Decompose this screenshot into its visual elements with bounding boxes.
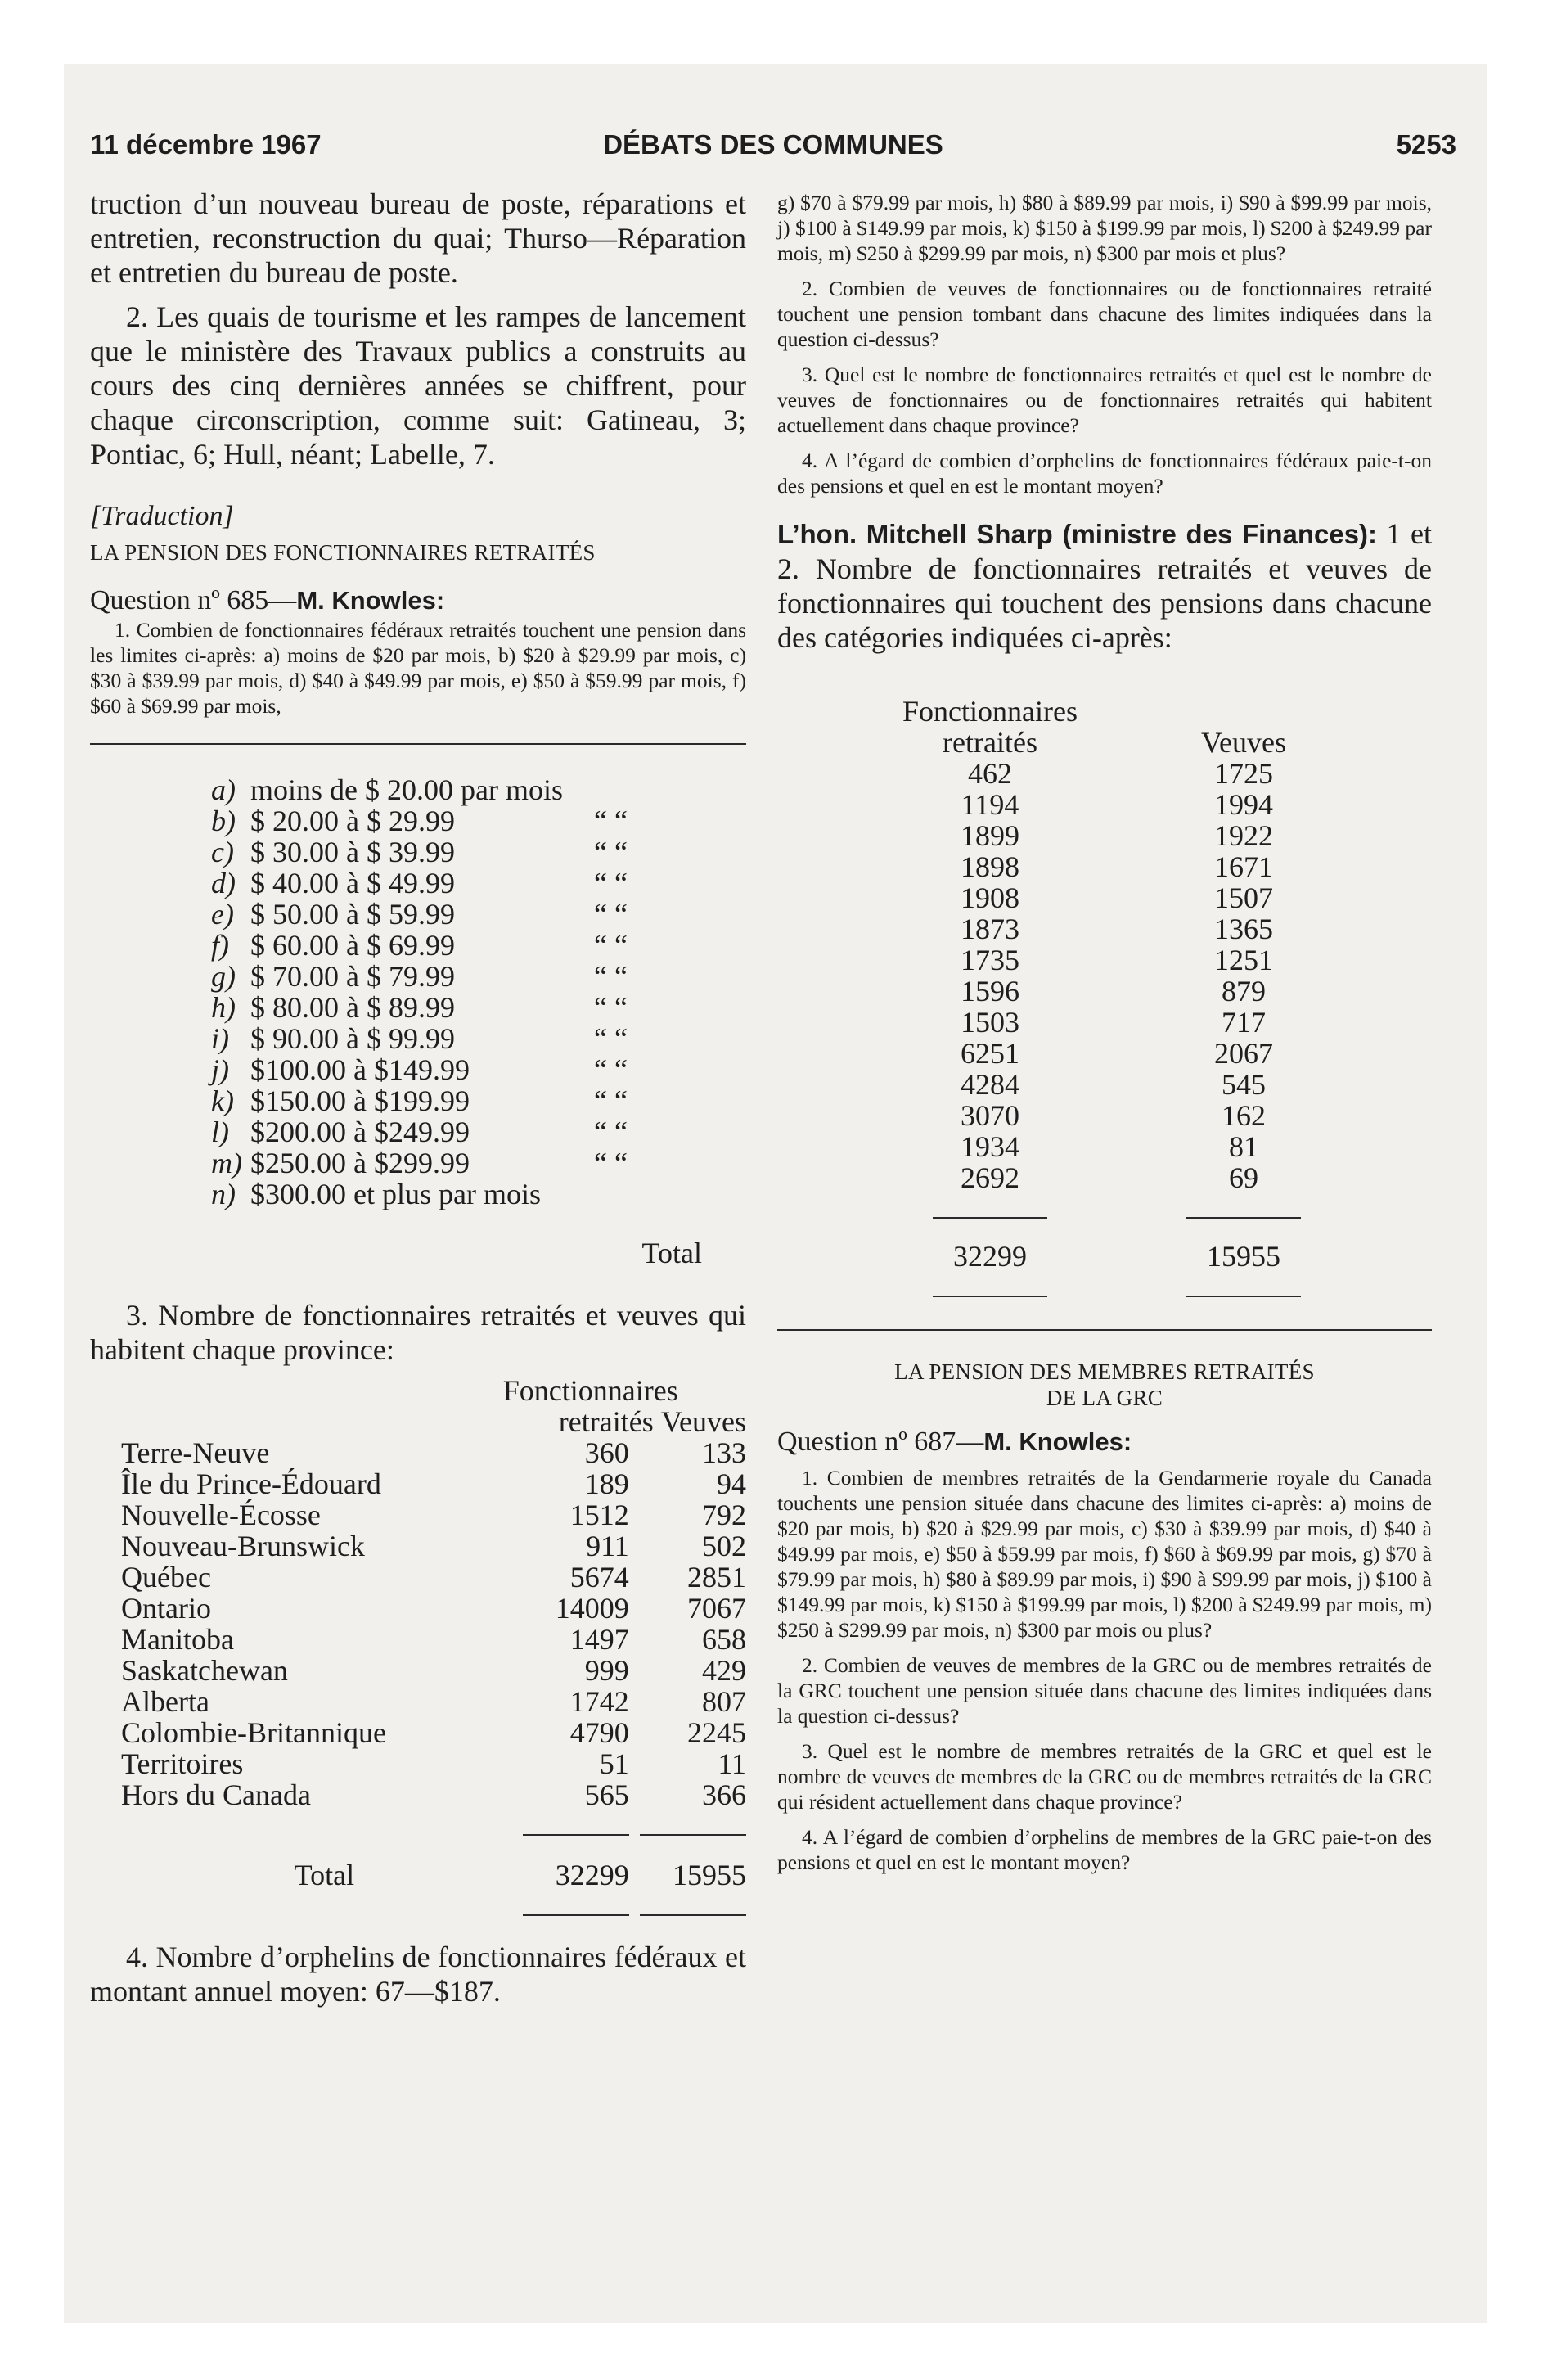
province-fonctionnaires: 1497: [569, 1623, 629, 1656]
right-column: [777, 190, 1432, 1875]
range-ditto: “ “: [594, 1116, 628, 1148]
province-veuves: 2851: [687, 1561, 746, 1593]
range-ditto: “ “: [594, 898, 628, 931]
range-amount: $ 60.00 à $ 69.99: [250, 929, 455, 962]
range-amount: $100.00 à $149.99: [250, 1053, 470, 1086]
range-amount: $300.00 et plus par mois: [250, 1178, 541, 1210]
pension-row: [851, 1131, 1358, 1162]
province-row: [121, 1562, 746, 1593]
question-prefix: Question nº 685—: [90, 585, 297, 615]
pension-fonctionnaires: 1873: [961, 913, 1019, 945]
range-row: [211, 1116, 628, 1147]
province-name: Alberta: [121, 1685, 209, 1718]
range-letter: n): [211, 1178, 236, 1210]
pension-fonctionnaires: 1898: [961, 850, 1019, 883]
range-row: [211, 930, 628, 961]
province-fonctionnaires: 1512: [569, 1499, 629, 1531]
range-letter: j): [211, 1053, 229, 1086]
section-heading: LA PENSION DES FONCTIONNAIRES RETRAITÉS: [90, 540, 596, 565]
range-ditto: [594, 1179, 628, 1210]
pension-row: [851, 1069, 1358, 1100]
province-name: Île du Prince-Édouard: [121, 1467, 381, 1500]
question-687: [777, 1426, 1432, 1458]
range-row: [211, 868, 628, 899]
grc-question-4: 4. A l’égard de combien d’orphelins de membres de la GRC paie-t-on des pensions et quel en est le montant moyen?: [777, 1825, 1432, 1874]
range-row: [211, 961, 628, 992]
minister-text: 1 et 2. Nombre de fonctionnaires retraités et veuves de fonctionnaires qui touchent des pensions dans chacune des catégories indiquées ci-après:: [777, 517, 1432, 654]
left-column: [90, 187, 746, 2008]
province-fonctionnaires: 1742: [569, 1685, 629, 1718]
pension-fonctionnaires: 462: [968, 757, 1012, 790]
pension-row: [851, 758, 1358, 789]
question-687-prefix: Question nº 687—: [777, 1427, 984, 1457]
grc-heading: [777, 1359, 1432, 1411]
pension-veuves: 1671: [1214, 850, 1273, 883]
page-number: 5253: [1396, 129, 1456, 160]
header-title: DÉBATS DES COMMUNES: [603, 129, 943, 160]
pension-total-v: 15955: [1207, 1240, 1280, 1273]
pension-fonctionnaires: 1503: [961, 1006, 1019, 1039]
province-row: [121, 1748, 746, 1779]
pension-veuves: 545: [1222, 1068, 1266, 1101]
pension-fonctionnaires: 2692: [961, 1161, 1019, 1194]
province-fonctionnaires: 14009: [555, 1592, 629, 1625]
province-fonctionnaires: 565: [584, 1778, 629, 1811]
range-amount: $ 90.00 à $ 99.99: [250, 1022, 455, 1055]
pension-fonctionnaires: 6251: [961, 1037, 1019, 1070]
pension-veuves: 1725: [1214, 757, 1273, 790]
range-row: [211, 836, 628, 868]
province-fonctionnaires: 360: [584, 1436, 629, 1469]
minister-name: L’hon. Mitchell Sharp (ministre des Finances):: [777, 519, 1378, 549]
province-row: [121, 1779, 746, 1810]
range-letter: i): [211, 1022, 229, 1055]
province-name: Nouveau-Brunswick: [121, 1530, 365, 1562]
province-fonctionnaires: 911: [586, 1530, 629, 1562]
question-685: [90, 584, 746, 617]
province-row: [121, 1437, 746, 1468]
col-header-1: Fonctionnaires: [502, 1374, 678, 1407]
range-letter: b): [211, 805, 236, 837]
pension-veuves: 81: [1229, 1130, 1258, 1163]
range-amount: $ 30.00 à $ 39.99: [250, 836, 455, 868]
pension-fonctionnaires: 4284: [961, 1068, 1019, 1101]
province-row: [121, 1499, 746, 1530]
pension-fonctionnaires: 1735: [961, 944, 1019, 976]
province-fonctionnaires: 999: [584, 1654, 629, 1687]
header-date: 11 décembre 1967: [90, 129, 322, 160]
pension-table: [851, 696, 1358, 1303]
range-amount: $150.00 à $199.99: [250, 1084, 470, 1117]
province-veuves: 429: [702, 1654, 746, 1687]
range-row: [211, 1147, 628, 1179]
province-table: [121, 1375, 746, 1922]
range-letter: c): [211, 836, 234, 868]
pension-veuves: 879: [1222, 975, 1266, 1007]
province-row: [121, 1530, 746, 1562]
range-row: [211, 1085, 628, 1116]
province-veuves: 807: [702, 1685, 746, 1718]
pension-row: [851, 851, 1358, 882]
paragraph-continued: truction d’un nouveau bureau de poste, réparations et entretien, reconstruction du quai; Thurso—Réparation et entretien du bureau de poste.: [90, 187, 746, 289]
range-letter: f): [211, 929, 229, 962]
pension-row: [851, 820, 1358, 851]
pension-fonctionnaires: 1934: [961, 1130, 1019, 1163]
ranges-total-label: Total: [641, 1237, 702, 1269]
range-ditto: “ “: [594, 929, 628, 962]
traduction-label: [Traduction]: [90, 501, 234, 531]
province-veuves: 7067: [687, 1592, 746, 1625]
province-name: Colombie-Britannique: [121, 1716, 386, 1749]
range-row: [211, 1054, 628, 1085]
pension-fonctionnaires: 1596: [961, 975, 1019, 1007]
province-total-v: 15955: [673, 1859, 746, 1891]
province-name: Ontario: [121, 1592, 211, 1625]
province-veuves: 658: [702, 1623, 746, 1656]
pension-veuves: 1365: [1214, 913, 1273, 945]
range-letter: e): [211, 898, 234, 931]
range-letter: k): [211, 1084, 234, 1117]
province-fonctionnaires: 189: [584, 1467, 629, 1500]
province-row: [121, 1717, 746, 1748]
range-row: [211, 1179, 628, 1210]
province-row: [121, 1624, 746, 1655]
pension-veuves: 162: [1222, 1099, 1266, 1132]
pension-col-header-2: retraités: [943, 726, 1037, 759]
pension-veuves: 1994: [1214, 788, 1273, 821]
grc-question-3: 3. Quel est le nombre de membres retraités de la GRC et quel est le nombre de veuves de membres de la GRC ou de membres retraités de la GRC qui résident actuellement dans chaque province?: [777, 1739, 1432, 1814]
grc-heading-line1: LA PENSION DES MEMBRES RETRAITÉS: [894, 1359, 1315, 1384]
pension-row: [851, 1100, 1358, 1131]
question-687-author: M. Knowles:: [983, 1427, 1132, 1456]
range-letter: l): [211, 1116, 229, 1148]
grc-question-1: 1. Combien de membres retraités de la Gendarmerie royale du Canada touchents une pension située dans chacune des limites ci-après: a) moins de $20 par mois, b) $20 à $29.99 par mois, c) $30 à $39.99 par mois, d) $40 à $49.99 par mois, e) $50 à $59.99 par mois, f) $60 à $69.99 par mois, g) $70 à $79.99 par mois, h) $80 à $89.99 par mois, i) $90 à $99.99 par mois, j) $100 à $149.99 par mois, k) $150 à $199.99 par mois, l) $200 à $249.99 par mois, m) $250 à $299.99 par mois, n) $300 par mois ou plus?: [777, 1466, 1432, 1642]
province-veuves: 792: [702, 1499, 746, 1531]
range-amount: $ 70.00 à $ 79.99: [250, 960, 455, 993]
range-amount: $250.00 à $299.99: [250, 1147, 470, 1179]
pension-row: [851, 789, 1358, 820]
paragraph-wharves: 2. Les quais de tourisme et les rampes de lancement que le ministère des Travaux publics a construits au cours des cinq dernières années se chiffrent, pour chaque circonscription, comme suit: Gatineau, 3; Pontiac, 6; Hull, néant; Labelle, 7.: [90, 300, 746, 471]
province-veuves: 133: [702, 1436, 746, 1469]
question-1-continued: g) $70 à $79.99 par mois, h) $80 à $89.99 par mois, i) $90 à $99.99 par mois, j) $100 à $149.99 par mois, k) $150 à $199.99 par mois, l) $200 à $249.99 par mois, m) $250 à $299.99 par mois, n) $300 par mois et plus?: [777, 191, 1432, 265]
pension-fonctionnaires: 1899: [961, 819, 1019, 852]
range-row: [211, 899, 628, 930]
question-2: 2. Combien de veuves de fonctionnaires ou de fonctionnaires retraité touchent une pension tombant dans chacune des limites indiquées dans la question ci-dessus?: [777, 277, 1432, 351]
range-ditto: “ “: [594, 991, 628, 1024]
pension-veuves: 1507: [1214, 881, 1273, 914]
question-3: 3. Quel est le nombre de fonctionnaires retraités et quel est le nombre de veuves de fonctionnaires ou de fonctionnaires retraités qui habitent actuellement dans chaque province?: [777, 363, 1432, 437]
pension-veuves: 2067: [1214, 1037, 1273, 1070]
range-row: [211, 992, 628, 1023]
pension-row: [851, 913, 1358, 944]
col-header-2: retraités: [558, 1405, 654, 1438]
grc-heading-line2: DE LA GRC: [1046, 1386, 1163, 1410]
minister-answer: [777, 516, 1432, 655]
province-row: [121, 1655, 746, 1686]
range-amount: $ 80.00 à $ 89.99: [250, 991, 455, 1024]
province-total-f: 32299: [555, 1859, 629, 1891]
range-letter: m): [211, 1147, 242, 1179]
range-ditto: “ “: [594, 1084, 628, 1117]
range-amount: $ 20.00 à $ 29.99: [250, 805, 455, 837]
province-name: Saskatchewan: [121, 1654, 288, 1687]
range-ditto: “ “: [594, 1147, 628, 1179]
range-amount: $ 50.00 à $ 59.99: [250, 898, 455, 931]
range-amount: $200.00 à $249.99: [250, 1116, 470, 1148]
range-ditto: “ “: [594, 1053, 628, 1086]
question-1-text: 1. Combien de fonctionnaires fédéraux retraités touchent une pension dans les limites ci-après: a) moins de $20 par mois, b) $20 à $29.99 par mois, c) $30 à $39.99 par mois, d) $40 à $49.99 par mois, e) $50 à $59.99 par mois, f) $60 à $69.99 par mois,: [90, 618, 746, 718]
pension-veuves: 1251: [1214, 944, 1273, 976]
province-veuves: 11: [718, 1747, 746, 1780]
province-veuves: 366: [702, 1778, 746, 1811]
pension-veuves: 69: [1229, 1161, 1258, 1194]
divider-right: [777, 1329, 1432, 1331]
pension-col-header-1: Fonctionnaires: [902, 695, 1078, 728]
range-ditto: [594, 774, 628, 805]
province-row: [121, 1686, 746, 1717]
pension-total-f: 32299: [953, 1240, 1027, 1273]
range-ditto: “ “: [594, 867, 628, 899]
pension-veuves: 717: [1222, 1006, 1266, 1039]
grc-question-2: 2. Combien de veuves de membres de la GRC ou de membres retraités de la GRC touchent une pension située dans chacune des limites indiquées dans la question ci-dessus?: [777, 1653, 1432, 1728]
range-ditto: “ “: [594, 805, 628, 837]
pension-row: [851, 1038, 1358, 1069]
range-row: [211, 805, 628, 836]
province-row: [121, 1468, 746, 1499]
range-letter: g): [211, 960, 236, 993]
range-letter: d): [211, 867, 236, 899]
range-row: [211, 1023, 628, 1054]
range-ditto: “ “: [594, 836, 628, 868]
province-name: Terre-Neuve: [121, 1436, 270, 1469]
province-fonctionnaires: 5674: [569, 1561, 629, 1593]
province-name: Québec: [121, 1561, 211, 1593]
province-veuves: 2245: [687, 1716, 746, 1749]
province-total-label: Total: [294, 1859, 355, 1891]
pension-veuves: 1922: [1214, 819, 1273, 852]
question-4: 4. A l’égard de combien d’orphelins de fonctionnaires fédéraux paie-t-on des pensions et quel en est le montant moyen?: [777, 449, 1432, 498]
pension-row: [851, 1007, 1358, 1038]
range-amount: moins de $ 20.00 par mois: [250, 773, 563, 806]
pension-row: [851, 944, 1358, 976]
question-3-answer: 3. Nombre de fonctionnaires retraités et veuves qui habitent chaque province:: [90, 1299, 746, 1366]
range-ditto: “ “: [594, 1022, 628, 1055]
pension-fonctionnaires: 1194: [961, 788, 1019, 821]
province-name: Hors du Canada: [121, 1778, 311, 1811]
pension-row: [851, 1162, 1358, 1193]
range-letter: h): [211, 991, 236, 1024]
province-veuves: 502: [702, 1530, 746, 1562]
province-name: Territoires: [121, 1747, 244, 1780]
range-row: [211, 774, 628, 805]
pension-fonctionnaires: 3070: [961, 1099, 1019, 1132]
question-4-answer: 4. Nombre d’orphelins de fonctionnaires fédéraux et montant annuel moyen: 67—$187.: [90, 1941, 746, 2008]
ranges-table: [211, 774, 628, 1210]
province-fonctionnaires: 51: [599, 1747, 629, 1780]
col-header-3: Veuves: [661, 1405, 746, 1438]
divider: [90, 743, 746, 745]
question-author: M. Knowles:: [296, 586, 445, 615]
province-row: [121, 1593, 746, 1624]
province-fonctionnaires: 4790: [569, 1716, 629, 1749]
province-name: Nouvelle-Écosse: [121, 1499, 321, 1531]
province-name: Manitoba: [121, 1623, 234, 1656]
pension-col-header-3: Veuves: [1201, 726, 1286, 759]
pension-row: [851, 882, 1358, 913]
pension-fonctionnaires: 1908: [961, 881, 1019, 914]
pension-row: [851, 976, 1358, 1007]
province-veuves: 94: [717, 1467, 746, 1500]
range-ditto: “ “: [594, 960, 628, 993]
range-letter: a): [211, 773, 236, 806]
range-amount: $ 40.00 à $ 49.99: [250, 867, 455, 899]
running-header: [90, 129, 1456, 170]
